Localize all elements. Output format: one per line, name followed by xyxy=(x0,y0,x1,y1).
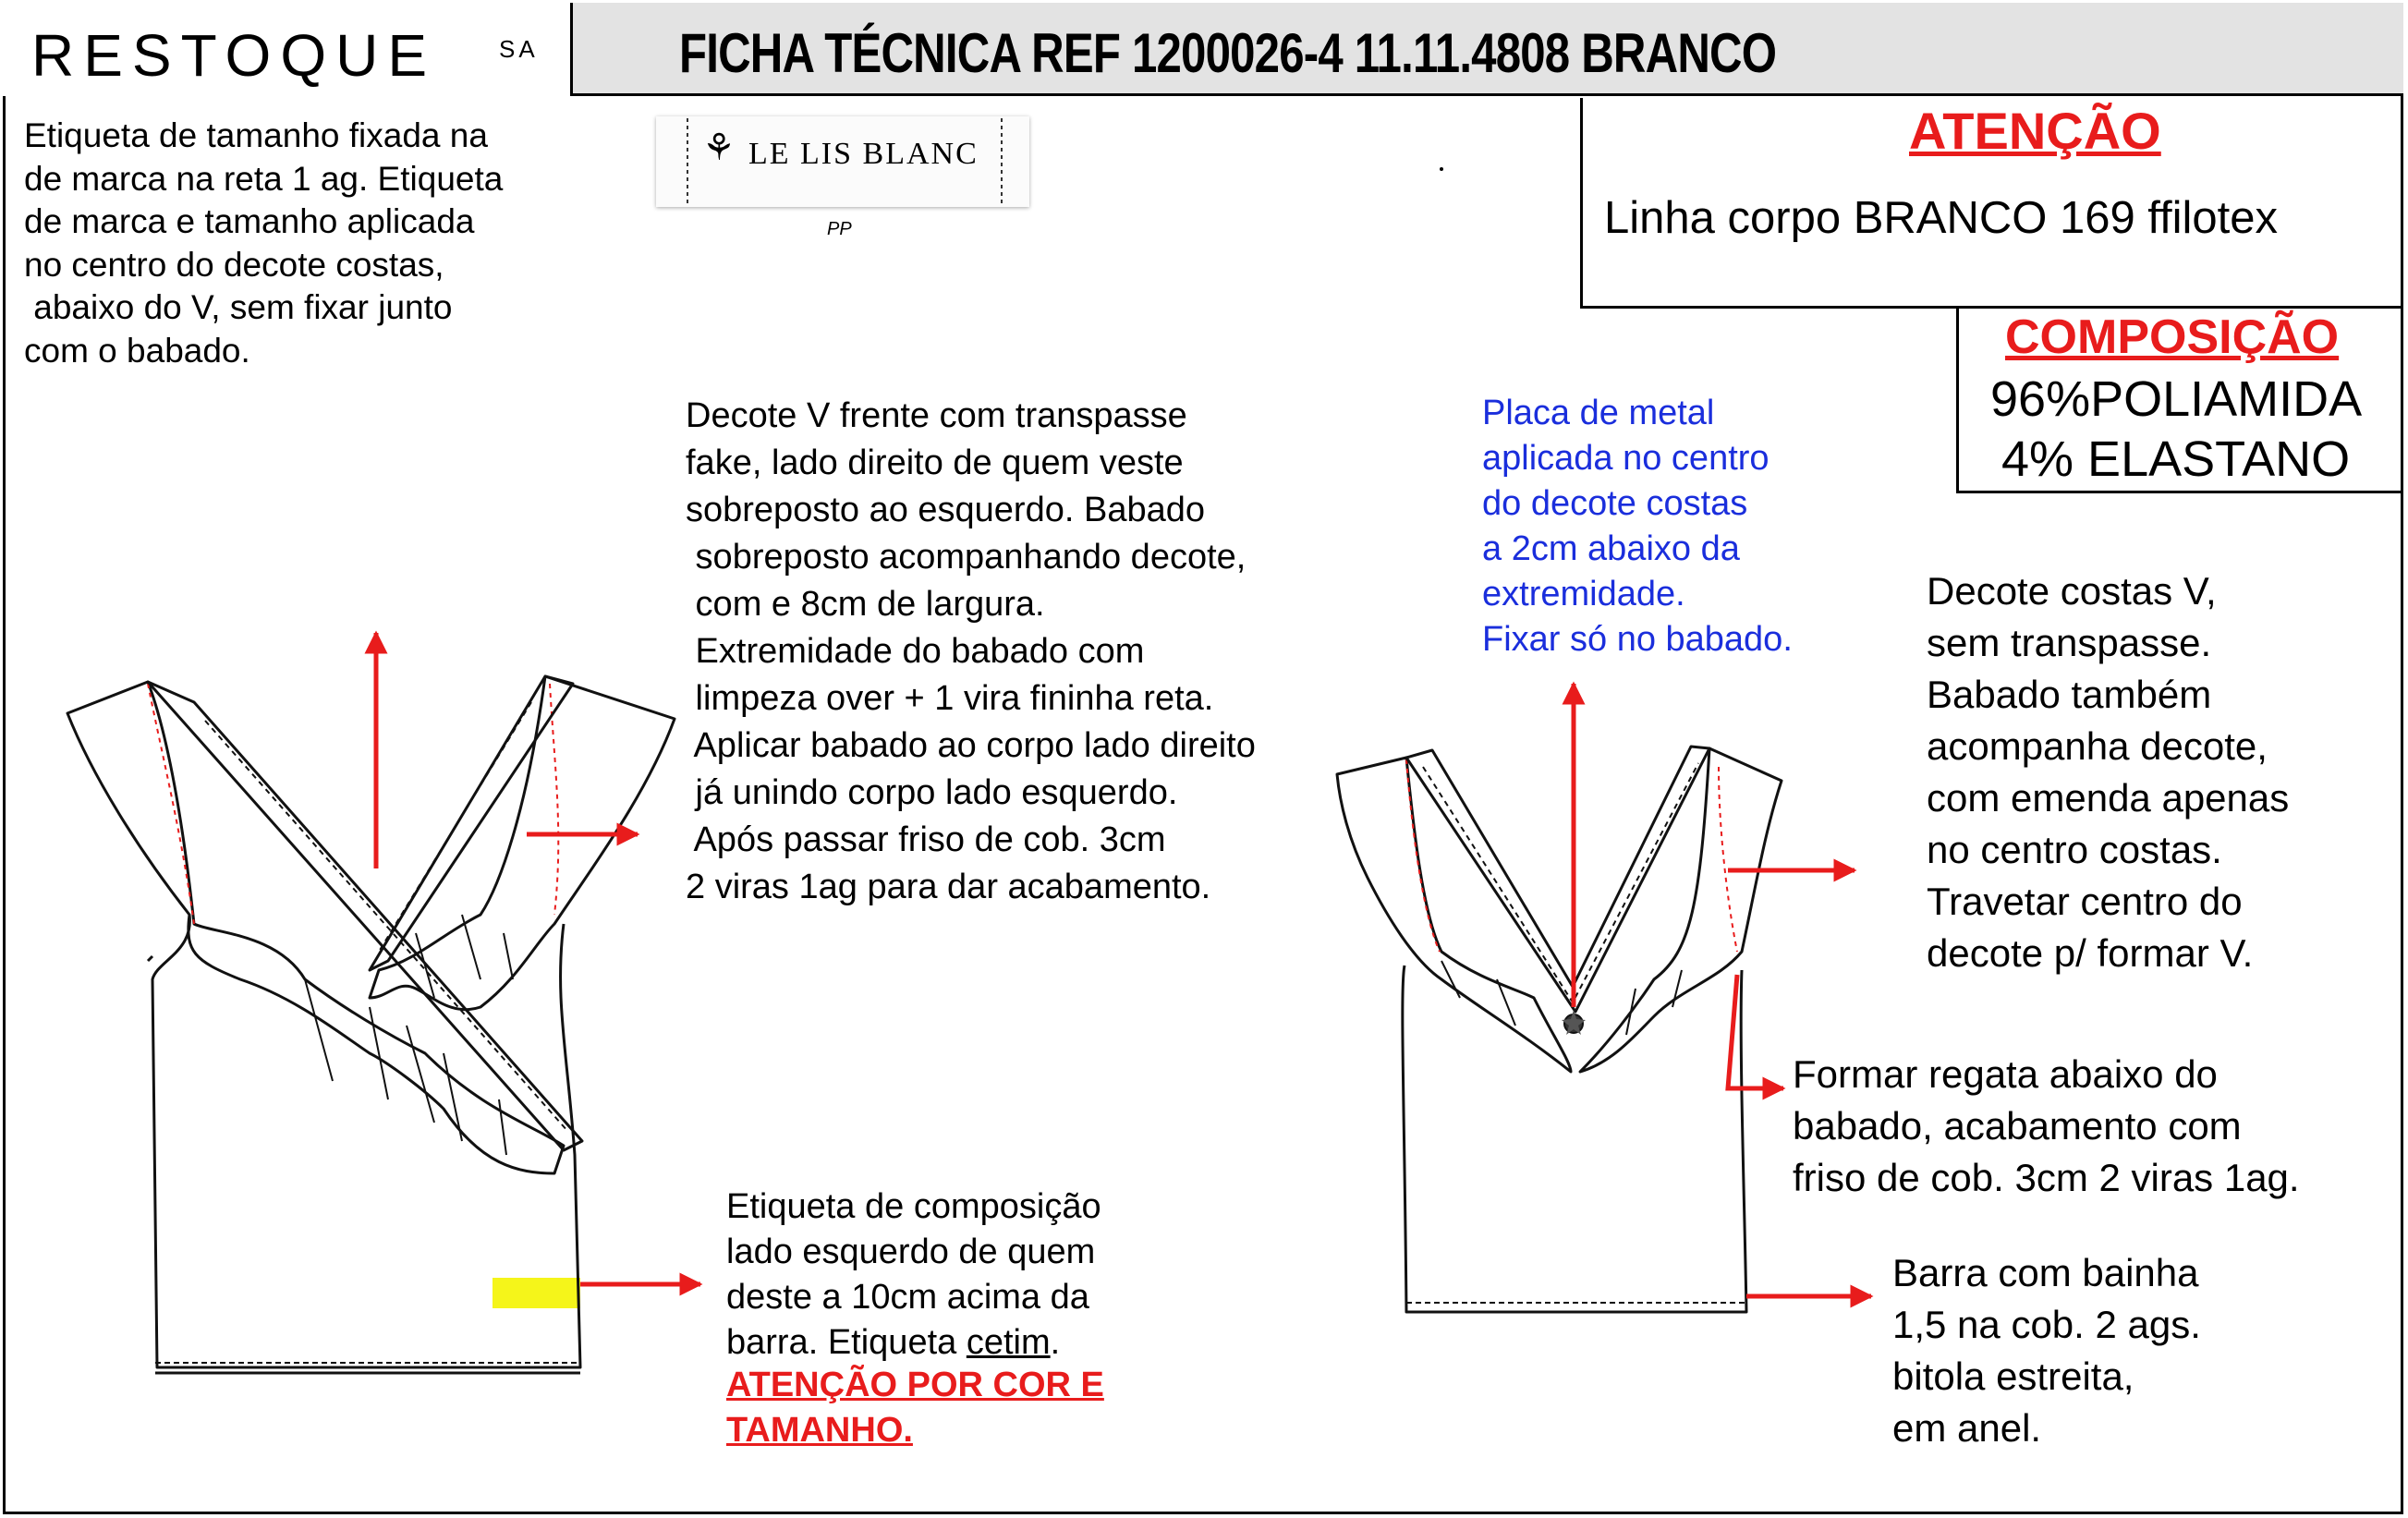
flower-icon: ⚘ xyxy=(702,128,736,168)
composition-line-2: 4% ELASTANO xyxy=(2001,431,2351,487)
front-garment-sketch xyxy=(67,676,675,1373)
front-neckline-note: Decote V frente com transpasse fake, lado direito de quem veste sobreposto ao esquerdo. Babado sobreposto acompanhando decote, com e 8cm de largura. Extremidade do babado com limpeza over + 1 vira fininha reta. Aplicar babado ao corpo lado direito já unindo corpo lado esquerdo. Após passar friso de cob. 3cm 2 viras 1ag para dar acabamento. xyxy=(686,396,1256,906)
size-label-text: PP xyxy=(827,219,852,239)
back-garment-sketch xyxy=(1337,747,1782,1312)
metal-plate-note: Placa de metal aplicada no centro do decote costas a 2cm abaixo da extremidade. Fixar só no babado. xyxy=(1482,394,1793,659)
hem-note: Barra com bainha 1,5 na cob. 2 ags. bitola estreita, em anel. xyxy=(1892,1251,2201,1450)
composition-label-text: Etiqueta de composição lado esquerdo de quem deste a 10cm acima da barra. Etiqueta xyxy=(726,1187,1101,1362)
tank-top-arrow xyxy=(1728,975,1783,1088)
page-title: FICHA TÉCNICA REF 1200026-4 11.11.4808 BRANCO xyxy=(679,22,1777,84)
composition-label-underlined: cetim xyxy=(966,1323,1051,1362)
front-neckline-band xyxy=(148,682,582,1150)
dot-mark xyxy=(1440,167,1443,171)
tank-top-note: Formar regata abaixo do babado, acabamento com friso de cob. 3cm 2 viras 1ag. xyxy=(1793,1052,2300,1199)
attention-text: Linha corpo BRANCO 169 ffilotex xyxy=(1604,193,2279,243)
back-left-ruffle xyxy=(1337,758,1571,1072)
composition-label-warning: ATENÇÃO POR COR E TAMANHO. xyxy=(726,1366,1104,1450)
front-body-outline xyxy=(148,915,580,1367)
restoque-logo: RESTOQUE xyxy=(31,22,436,89)
attention-heading: ATENÇÃO xyxy=(1909,102,2161,160)
composition-line-1: 96%POLIAMIDA xyxy=(1990,371,2363,427)
back-neckline-note: Decote costas V, sem transpasse. Babado também acompanha decote, com emenda apenas no centro costas. Travetar centro do decote p/ formar V. xyxy=(1927,569,2290,975)
label-placement-note: Etiqueta de tamanho fixada na de marca na reta 1 ag. Etiqueta de marca e tamanho aplicada no centro do decote costas, abaixo do V, sem fixar junto com o babado. xyxy=(24,116,504,370)
front-left-ruffle xyxy=(67,682,564,1173)
composition-heading: COMPOSIÇÃO xyxy=(2005,310,2340,364)
restoque-logo-suffix: SA xyxy=(499,35,539,63)
label-stitch-lines xyxy=(687,118,1002,205)
composition-label-suffix: . xyxy=(1050,1323,1061,1362)
annotation-arrows xyxy=(376,633,1871,1296)
brand-label-text: LE LIS BLANC xyxy=(748,137,979,171)
